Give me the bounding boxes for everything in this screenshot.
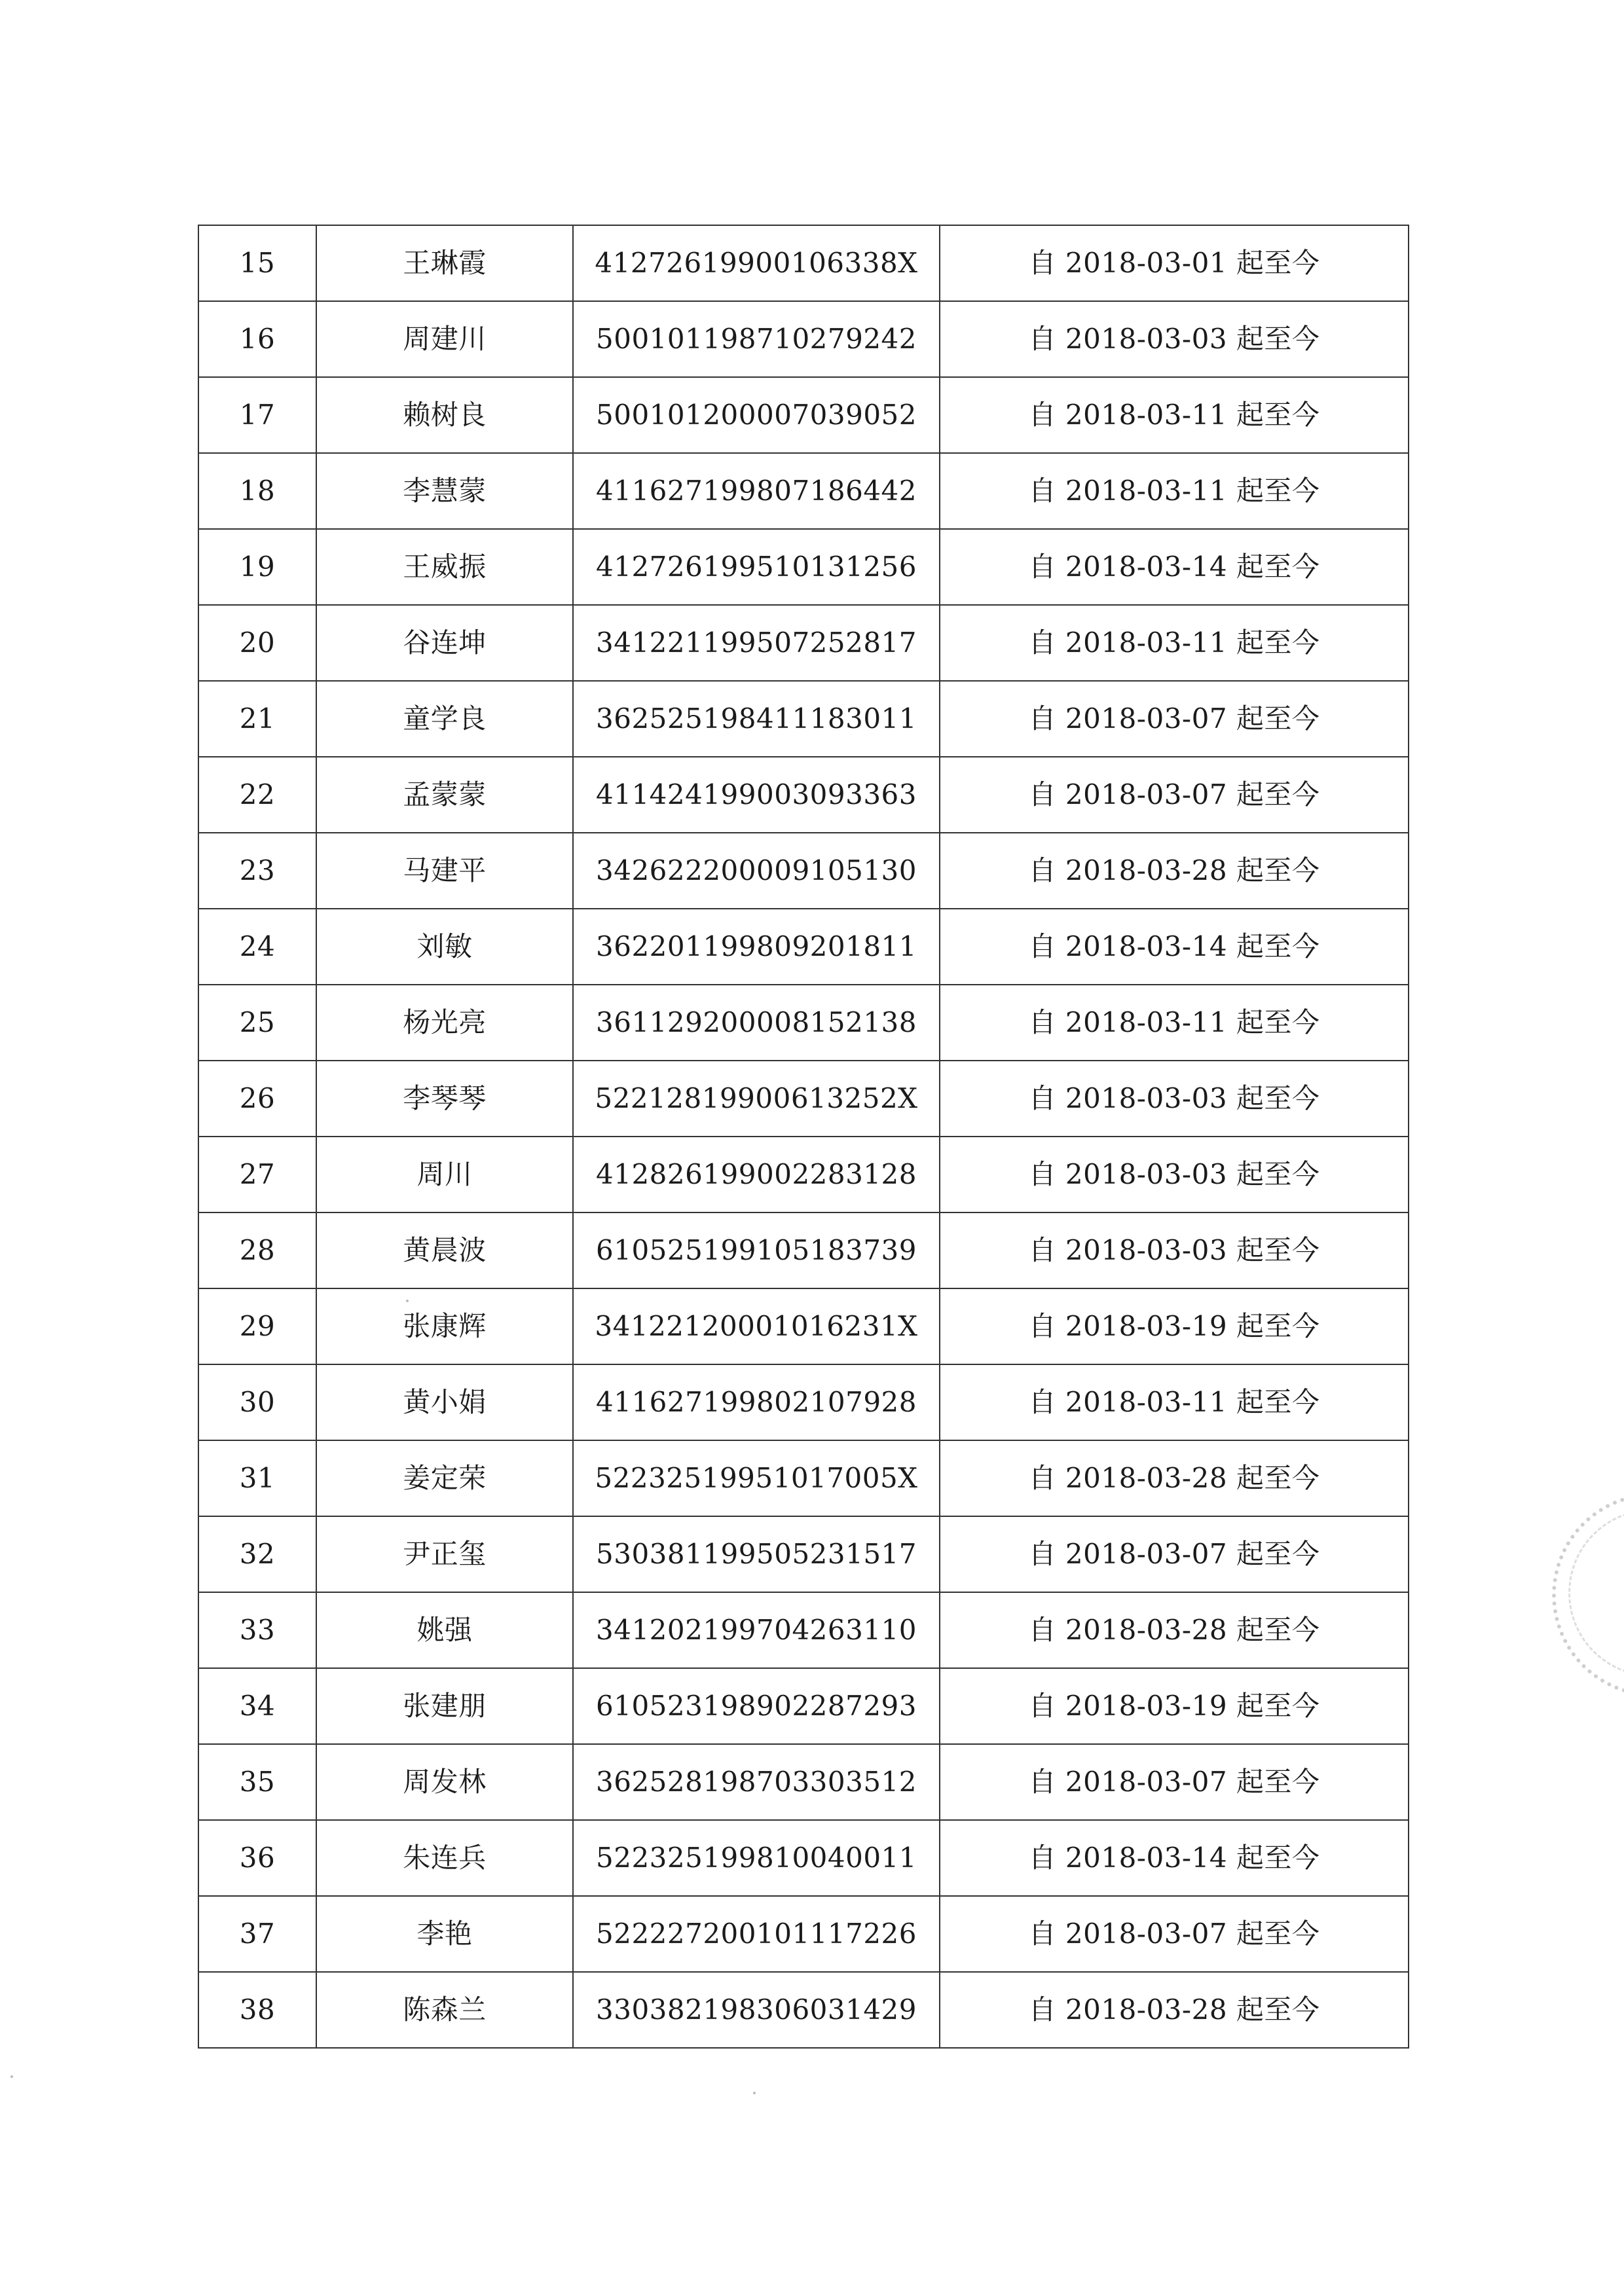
person-name: 黄小娟 <box>316 1364 573 1440</box>
row-number: 26 <box>198 1061 316 1137</box>
id-number: 412826199002283128 <box>573 1137 940 1212</box>
row-number: 31 <box>198 1440 316 1516</box>
employment-period: 自 2018-03-07 起至今 <box>940 1516 1409 1592</box>
table-row <box>198 605 1409 681</box>
table-row <box>198 1972 1409 2048</box>
person-name: 李慧蒙 <box>316 453 573 529</box>
row-number: 21 <box>198 681 316 757</box>
employment-period: 自 2018-03-01 起至今 <box>940 225 1409 301</box>
table-row <box>198 1516 1409 1592</box>
id-number: 411627199802107928 <box>573 1364 940 1440</box>
table-row <box>198 681 1409 757</box>
id-number: 522227200101117226 <box>573 1896 940 1972</box>
employment-period: 自 2018-03-11 起至今 <box>940 985 1409 1061</box>
table-row <box>198 1440 1409 1516</box>
id-number: 330382198306031429 <box>573 1972 940 2048</box>
employment-period: 自 2018-03-03 起至今 <box>940 1212 1409 1288</box>
id-number: 411627199807186442 <box>573 453 940 529</box>
id-number: 500101200007039052 <box>573 377 940 453</box>
table-row <box>198 1288 1409 1364</box>
employment-period: 自 2018-03-03 起至今 <box>940 301 1409 377</box>
row-number: 24 <box>198 909 316 985</box>
employment-period: 自 2018-03-07 起至今 <box>940 1744 1409 1820</box>
person-name: 周建川 <box>316 301 573 377</box>
table-row <box>198 1668 1409 1744</box>
table-row <box>198 833 1409 909</box>
id-number: 522325199810040011 <box>573 1820 940 1896</box>
row-number: 22 <box>198 757 316 833</box>
employment-period: 自 2018-03-07 起至今 <box>940 757 1409 833</box>
row-number: 18 <box>198 453 316 529</box>
scan-speck <box>10 2075 13 2078</box>
row-number: 23 <box>198 833 316 909</box>
person-name: 王琳霞 <box>316 225 573 301</box>
id-number: 411424199003093363 <box>573 757 940 833</box>
employment-period: 自 2018-03-03 起至今 <box>940 1061 1409 1137</box>
employment-period: 自 2018-03-14 起至今 <box>940 909 1409 985</box>
row-number: 27 <box>198 1137 316 1212</box>
person-name: 姚强 <box>316 1592 573 1668</box>
person-name: 周发林 <box>316 1744 573 1820</box>
employment-period: 自 2018-03-19 起至今 <box>940 1288 1409 1364</box>
person-name: 姜定荣 <box>316 1440 573 1516</box>
person-name: 孟蒙蒙 <box>316 757 573 833</box>
table-row <box>198 1744 1409 1820</box>
table-row <box>198 757 1409 833</box>
id-number: 41272619900106338X <box>573 225 940 301</box>
employment-period: 自 2018-03-07 起至今 <box>940 681 1409 757</box>
table-row <box>198 377 1409 453</box>
person-name: 李琴琴 <box>316 1061 573 1137</box>
employment-period: 自 2018-03-11 起至今 <box>940 1364 1409 1440</box>
person-name: 刘敏 <box>316 909 573 985</box>
id-number: 341202199704263110 <box>573 1592 940 1668</box>
table-row <box>198 1212 1409 1288</box>
row-number: 37 <box>198 1896 316 1972</box>
employment-period: 自 2018-03-14 起至今 <box>940 1820 1409 1896</box>
person-name: 尹正玺 <box>316 1516 573 1592</box>
row-number: 29 <box>198 1288 316 1364</box>
table-row <box>198 529 1409 605</box>
person-name: 张康辉 <box>316 1288 573 1364</box>
employment-period: 自 2018-03-28 起至今 <box>940 1440 1409 1516</box>
id-number: 52232519951017005X <box>573 1440 940 1516</box>
row-number: 38 <box>198 1972 316 2048</box>
person-name: 黄晨波 <box>316 1212 573 1288</box>
table-row <box>198 1061 1409 1137</box>
row-number: 33 <box>198 1592 316 1668</box>
table-row <box>198 1896 1409 1972</box>
row-number: 32 <box>198 1516 316 1592</box>
id-number: 34122120001016231X <box>573 1288 940 1364</box>
row-number: 34 <box>198 1668 316 1744</box>
personnel-table <box>198 225 1409 2049</box>
employment-period: 自 2018-03-14 起至今 <box>940 529 1409 605</box>
row-number: 30 <box>198 1364 316 1440</box>
row-number: 15 <box>198 225 316 301</box>
person-name: 朱连兵 <box>316 1820 573 1896</box>
id-number: 412726199510131256 <box>573 529 940 605</box>
table-row <box>198 1364 1409 1440</box>
id-number: 362525198411183011 <box>573 681 940 757</box>
row-number: 36 <box>198 1820 316 1896</box>
id-number: 341221199507252817 <box>573 605 940 681</box>
row-number: 17 <box>198 377 316 453</box>
person-name: 陈森兰 <box>316 1972 573 2048</box>
employment-period: 自 2018-03-07 起至今 <box>940 1896 1409 1972</box>
id-number: 610523198902287293 <box>573 1668 940 1744</box>
row-number: 25 <box>198 985 316 1061</box>
person-name: 马建平 <box>316 833 573 909</box>
id-number: 361129200008152138 <box>573 985 940 1061</box>
scan-speck <box>753 2092 756 2094</box>
person-name: 张建朋 <box>316 1668 573 1744</box>
table-row <box>198 909 1409 985</box>
employment-period: 自 2018-03-28 起至今 <box>940 1972 1409 2048</box>
row-number: 16 <box>198 301 316 377</box>
person-name: 李艳 <box>316 1896 573 1972</box>
employment-period: 自 2018-03-28 起至今 <box>940 833 1409 909</box>
row-number: 35 <box>198 1744 316 1820</box>
row-number: 20 <box>198 605 316 681</box>
person-name: 杨光亮 <box>316 985 573 1061</box>
row-number: 28 <box>198 1212 316 1288</box>
person-name: 王威振 <box>316 529 573 605</box>
employment-period: 自 2018-03-19 起至今 <box>940 1668 1409 1744</box>
table-row <box>198 453 1409 529</box>
employment-period: 自 2018-03-11 起至今 <box>940 605 1409 681</box>
personnel-table-body <box>198 225 1409 2048</box>
table-row <box>198 985 1409 1061</box>
table-row <box>198 225 1409 301</box>
table-row <box>198 1820 1409 1896</box>
employment-period: 自 2018-03-11 起至今 <box>940 377 1409 453</box>
id-number: 52212819900613252X <box>573 1061 940 1137</box>
id-number: 530381199505231517 <box>573 1516 940 1592</box>
person-name: 童学良 <box>316 681 573 757</box>
id-number: 500101198710279242 <box>573 301 940 377</box>
person-name: 赖树良 <box>316 377 573 453</box>
person-name: 周川 <box>316 1137 573 1212</box>
scan-speck <box>406 1300 409 1302</box>
id-number: 362528198703303512 <box>573 1744 940 1820</box>
table-row <box>198 301 1409 377</box>
employment-period: 自 2018-03-11 起至今 <box>940 453 1409 529</box>
table-row <box>198 1592 1409 1668</box>
id-number: 342622200009105130 <box>573 833 940 909</box>
employment-period: 自 2018-03-03 起至今 <box>940 1137 1409 1212</box>
table-row <box>198 1137 1409 1212</box>
person-name: 谷连坤 <box>316 605 573 681</box>
id-number: 610525199105183739 <box>573 1212 940 1288</box>
employment-period: 自 2018-03-28 起至今 <box>940 1592 1409 1668</box>
id-number: 362201199809201811 <box>573 909 940 985</box>
row-number: 19 <box>198 529 316 605</box>
